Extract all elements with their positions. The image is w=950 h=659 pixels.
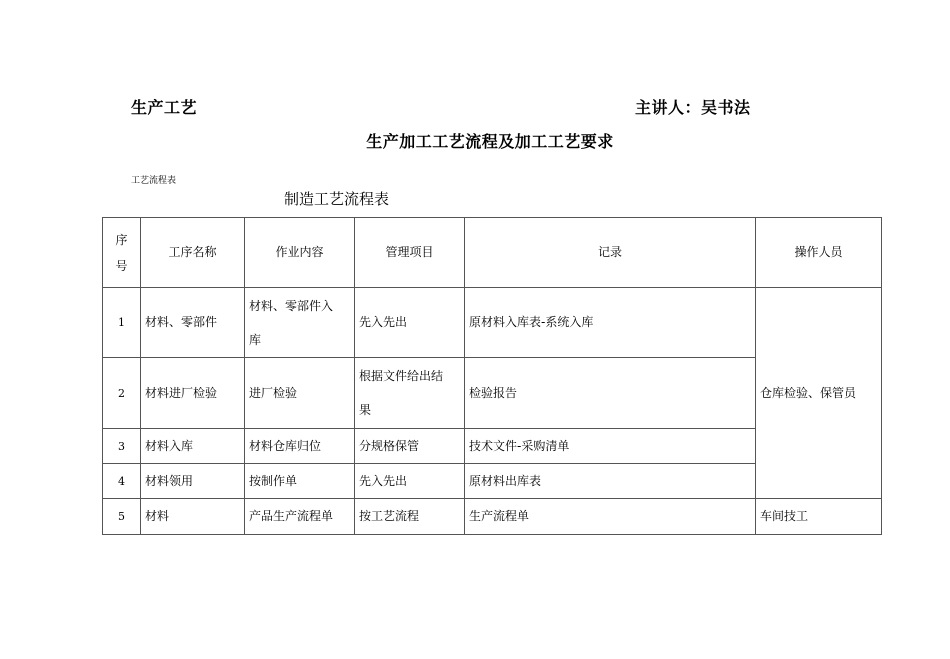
page-title: 生产加工工艺流程及加工工艺要求 bbox=[366, 132, 614, 151]
process-flow-table bbox=[102, 217, 882, 535]
cell-work-content: 按制作单 bbox=[245, 464, 355, 499]
column-header-process-name: 工序名称 bbox=[141, 218, 245, 288]
cell-work-content-line2: 库 bbox=[249, 332, 262, 347]
cell-work-content: 产品生产流程单 bbox=[245, 499, 355, 535]
cell-process-name: 材料入库 bbox=[141, 429, 245, 464]
cell-work-content: 进厂检验 bbox=[245, 358, 355, 429]
column-header-management-item: 管理项目 bbox=[355, 218, 465, 288]
cell-process-name: 材料 bbox=[141, 499, 245, 535]
cell-operator: 车间技工 bbox=[756, 499, 882, 535]
column-header-work-content: 作业内容 bbox=[245, 218, 355, 288]
cell-no: 5 bbox=[103, 499, 141, 535]
table-row bbox=[103, 499, 882, 535]
cell-management-item: 分规格保管 bbox=[355, 429, 465, 464]
cell-management-item: 先入先出 bbox=[355, 288, 465, 358]
cell-record: 生产流程单 bbox=[465, 499, 756, 535]
column-header-no-line1: 序 bbox=[115, 232, 128, 247]
table-row bbox=[103, 288, 882, 358]
cell-management-item-line1: 根据文件给出结 bbox=[359, 369, 444, 383]
cell-work-content: 材料仓库归位 bbox=[245, 429, 355, 464]
cell-record: 原材料出库表 bbox=[465, 464, 756, 499]
cell-no: 2 bbox=[103, 358, 141, 429]
cell-process-name: 材料领用 bbox=[141, 464, 245, 499]
cell-record: 技术文件-采购清单 bbox=[465, 429, 756, 464]
column-header-no-line2: 号 bbox=[115, 258, 128, 273]
table-title: 制造工艺流程表 bbox=[284, 190, 390, 208]
cell-no: 4 bbox=[103, 464, 141, 499]
cell-management-item bbox=[355, 358, 465, 429]
cell-record: 检验报告 bbox=[465, 358, 756, 429]
table-header-row bbox=[103, 218, 882, 288]
cell-management-item: 按工艺流程 bbox=[355, 499, 465, 535]
cell-management-item: 先入先出 bbox=[355, 464, 465, 499]
cell-work-content-line1: 材料、零部件入 bbox=[249, 298, 334, 313]
table-caption-small: 工艺流程表 bbox=[131, 176, 177, 186]
cell-operator-merged: 仓库检验、保管员 bbox=[756, 288, 882, 499]
column-header-operator: 操作人员 bbox=[756, 218, 882, 288]
presenter-label: 主讲人：吴书法 bbox=[635, 98, 751, 117]
cell-management-item-line2: 果 bbox=[359, 403, 372, 417]
cell-work-content bbox=[245, 288, 355, 358]
section-title: 生产工艺 bbox=[131, 98, 198, 117]
cell-record: 原材料入库表-系统入库 bbox=[465, 288, 756, 358]
column-header-no bbox=[103, 218, 141, 288]
cell-process-name: 材料、零部件 bbox=[141, 288, 245, 358]
cell-no: 1 bbox=[103, 288, 141, 358]
cell-no: 3 bbox=[103, 429, 141, 464]
cell-process-name: 材料进厂检验 bbox=[141, 358, 245, 429]
column-header-record: 记录 bbox=[465, 218, 756, 288]
